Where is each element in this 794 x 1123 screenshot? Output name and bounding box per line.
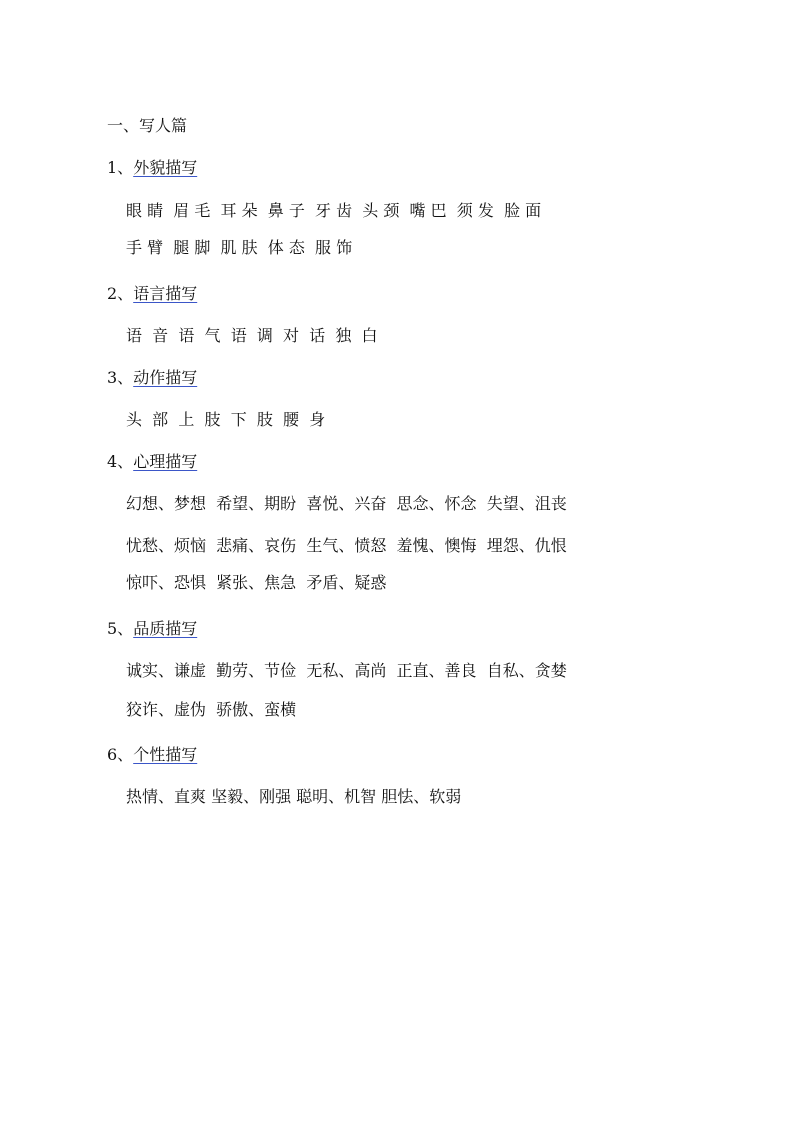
section-heading-language [107,282,197,306]
section-heading-character [107,617,197,641]
section-name: 品质描写 [133,619,198,638]
section-heading-appearance [107,156,197,180]
section-name: 个性描写 [133,745,198,764]
section-number: 3、 [107,368,134,387]
section-name: 动作描写 [133,368,198,387]
section-line: 惊吓、恐惧 紧张、焦急 矛盾、疑惑 [126,573,387,592]
section-line: 幻想、梦想 希望、期盼 喜悦、兴奋 思念、怀念 失望、沮丧 [126,494,567,513]
page-title: 一、写人篇 [107,116,188,135]
section-number: 1、 [107,158,134,177]
section-line: 手 臂 腿 脚 肌 肤 体 态 服 饰 [126,238,353,257]
section-line: 诚实、谦虚 勤劳、节俭 无私、高尚 正直、善良 自私、贪婪 [126,661,567,680]
section-number: 6、 [107,745,134,764]
section-line: 狡诈、虚伪 骄傲、蛮横 [126,700,297,719]
section-line: 头 部 上 肢 下 肢 腰 身 [126,410,326,429]
section-heading-action [107,366,197,390]
section-name: 心理描写 [133,452,198,471]
section-heading-personality [107,743,197,767]
section-line: 眼 睛 眉 毛 耳 朵 鼻 子 牙 齿 头 颈 嘴 巴 须 发 脸 面 [126,201,542,220]
section-name: 语言描写 [133,284,198,303]
section-number: 4、 [107,452,134,471]
section-line: 忧愁、烦恼 悲痛、哀伤 生气、愤怒 羞愧、懊悔 埋怨、仇恨 [126,536,567,555]
section-line: 热情、直爽 坚毅、刚强 聪明、机智 胆怯、软弱 [126,787,462,806]
section-line: 语 音 语 气 语 调 对 话 独 白 [126,326,378,345]
section-heading-psychology [107,450,197,474]
section-number: 2、 [107,284,134,303]
section-number: 5、 [107,619,134,638]
section-name: 外貌描写 [133,158,198,177]
